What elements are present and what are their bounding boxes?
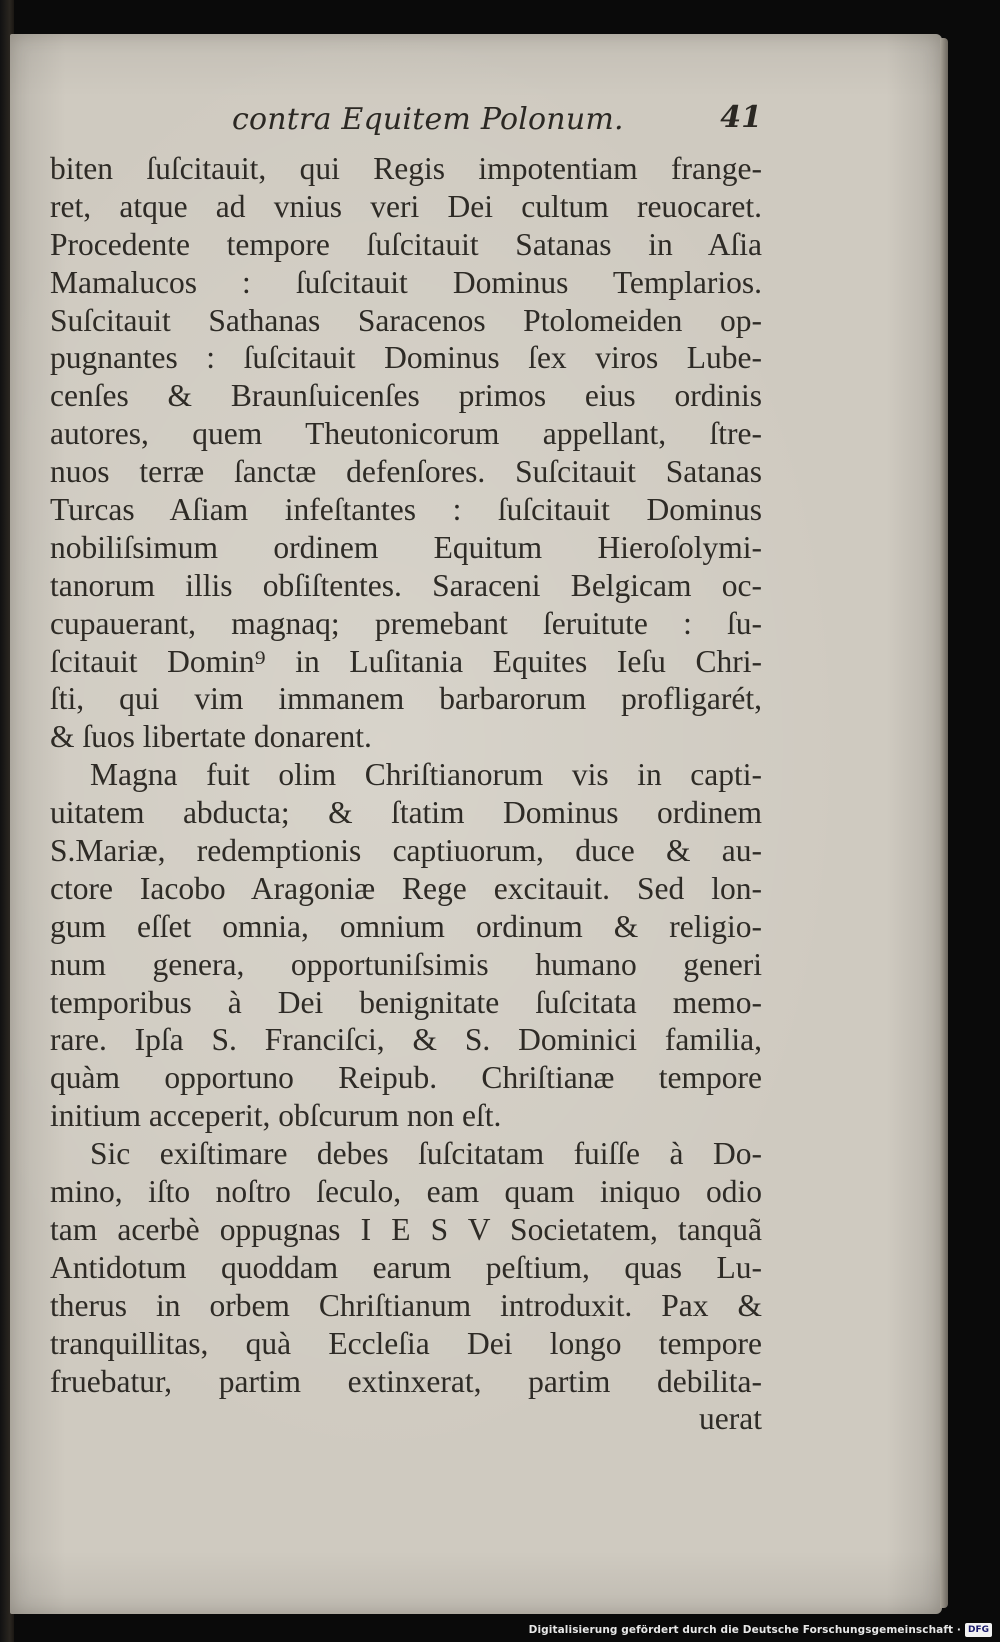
text-line: gum eſſet omnia, omnium ordinum & religio- (50, 908, 762, 944)
text-line: temporibus à Dei benignitate ſuſcitata memo- (50, 984, 762, 1020)
text-line: & ſuos libertate donarent. (50, 719, 372, 755)
running-head: contra Equitem Polonum. (232, 102, 624, 137)
text-line: rare. Ipſa S. Franciſci, & S. Dominici familia, (50, 1022, 762, 1058)
text-line: Magna fuit olim Chriſtianorum vis in capti- (90, 757, 762, 793)
text-line: nuos terræ ſanctæ defenſores. Suſcitauit Satanas (50, 454, 762, 490)
text-line: S.Mariæ, redemptionis captiuorum, duce & au- (50, 833, 762, 869)
text-line: ſcitauit Domin⁹ in Luſitania Equites Ieſu Chri- (50, 643, 762, 679)
body-text (50, 150, 762, 1438)
text-line: nobiliſsimum ordinem Equitum Hieroſolymi- (50, 529, 762, 565)
text-line: Turcas Aſiam infeſtantes : ſuſcitauit Dominus (50, 492, 762, 528)
page-header (50, 100, 762, 144)
page-edge (940, 38, 948, 1608)
text-line: therus in orbem Chriſtianum introduxit. Pax & (50, 1287, 762, 1323)
text-line: Procedente tempore ſuſcitauit Satanas in Aſia (50, 226, 762, 262)
text-line: Suſcitauit Sathanas Saracenos Ptolomeiden op- (50, 302, 762, 338)
text-line: tam acerbè oppugnas I E S V Societatem, tanquã (50, 1211, 762, 1247)
text-line: mino, iſto noſtro ſeculo, eam quam iniquo odio (50, 1174, 762, 1210)
text-line: cupauerant, magnaq; premebant ſeruitute : ſu- (50, 605, 762, 641)
text-line: fruebatur, partim extinxerat, partim debilita- (50, 1363, 762, 1399)
text-line: tranquillitas, quà Eccleſia Dei longo tempore (50, 1325, 762, 1361)
funding-credit: Digitalisierung gefördert durch die Deutsche Forschungsgemeinschaft · (528, 1624, 961, 1636)
text-line: pugnantes : ſuſcitauit Dominus ſex viros Lube- (50, 340, 762, 376)
text-line: uitatem abducta; & ſtatim Dominus ordinem (50, 795, 762, 831)
text-line: quàm opportuno Reipub. Chriſtianæ tempore (50, 1060, 762, 1096)
catchword: uerat (699, 1401, 762, 1437)
text-line: biten ſuſcitauit, qui Regis impotentiam frange- (50, 151, 762, 186)
text-line: autores, quem Theutonicorum appellant, ſtre- (50, 416, 762, 452)
text-line: Antidotum quoddam earum peſtium, quas Lu- (50, 1249, 762, 1285)
text-line: tanorum illis obſiſtentes. Saraceni Belgicam oc- (50, 567, 762, 603)
text-line: initium acceperit, obſcurum non eſt. (50, 1098, 502, 1134)
text-line: Mamalucos : ſuſcitauit Dominus Templarios. (50, 264, 762, 300)
text-line: ctore Iacobo Aragoniæ Rege excitauit. Sed lon- (50, 870, 762, 906)
text-line: ret, atque ad vnius veri Dei cultum reuocaret. (50, 188, 762, 224)
text-line: Sic exiſtimare debes ſuſcitatam fuiſſe à Do- (90, 1136, 762, 1172)
page-number: 41 (720, 100, 762, 135)
text-line: cenſes & Braunſuicenſes primos eius ordinis (50, 378, 762, 414)
text-line: num genera, opportuniſsimis humano generi (50, 946, 762, 982)
dfg-logo: DFG (965, 1623, 992, 1637)
text-line: ſti, qui vim immanem barbarorum profligarét, (50, 681, 762, 717)
digitization-footer (529, 1622, 992, 1638)
